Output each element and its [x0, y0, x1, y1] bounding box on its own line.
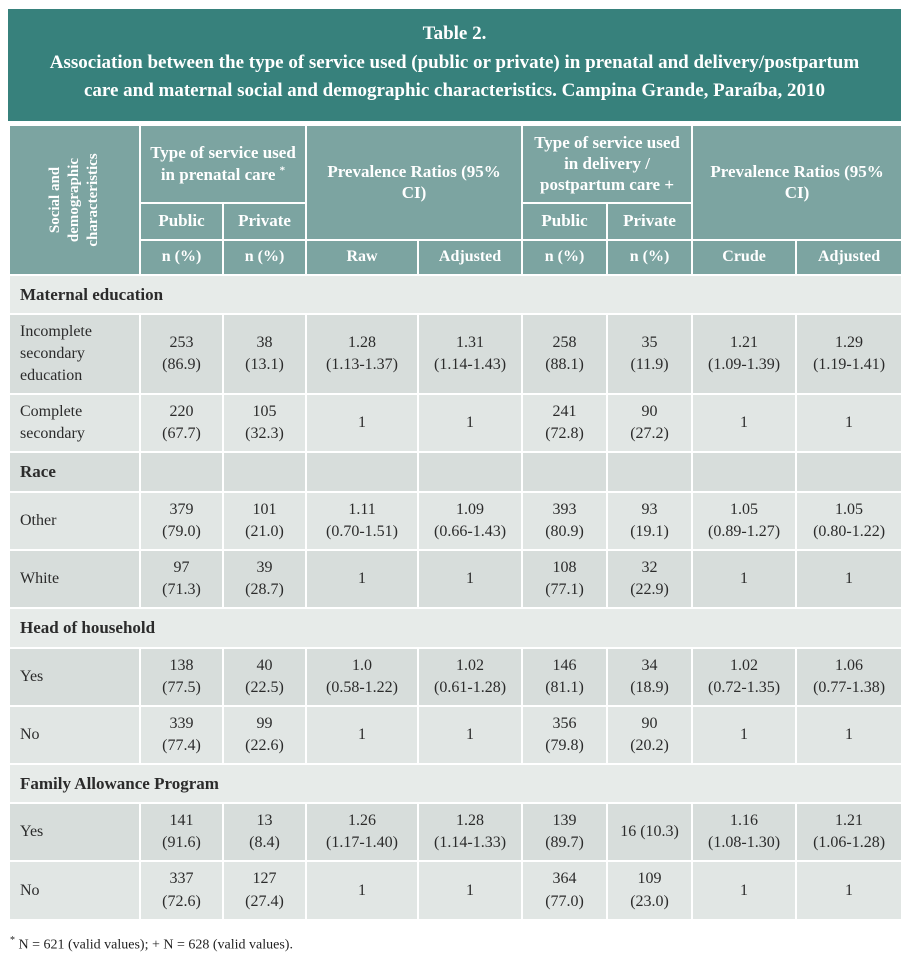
- section-title: Family Allowance Program: [9, 764, 902, 803]
- characteristics-vertical-label: Social and demographic characteristics: [46, 152, 102, 247]
- table-cell: 1: [418, 861, 522, 919]
- table-cell: 1.02 (0.61-1.28): [418, 648, 522, 706]
- table-row: [9, 803, 902, 861]
- empty-cell: [140, 452, 223, 491]
- table-cell: 1: [796, 394, 902, 452]
- table-cell: 1: [692, 550, 796, 608]
- section-title: Race: [9, 452, 140, 491]
- table-number: Table 2.: [422, 23, 487, 44]
- table-cell: 1.21 (1.09-1.39): [692, 314, 796, 394]
- empty-cell: [223, 452, 306, 491]
- section-header-row: [9, 764, 902, 803]
- empty-cell: [522, 452, 607, 491]
- table-cell: 1.28 (1.13-1.37): [306, 314, 418, 394]
- table-cell: 1: [692, 394, 796, 452]
- header-group-prevalence-delivery: Prevalence Ratios (95% CI): [692, 125, 902, 240]
- table-cell: 1.31 (1.14-1.43): [418, 314, 522, 394]
- section-header-row: [9, 275, 902, 314]
- header-prenatal-private: Private: [223, 203, 306, 240]
- footnote-marker: *: [10, 934, 15, 946]
- table-cell: 32 (22.9): [607, 550, 692, 608]
- table-cell: 339 (77.4): [140, 706, 223, 764]
- table-cell: 146 (81.1): [522, 648, 607, 706]
- table-cell: 34 (18.9): [607, 648, 692, 706]
- table-cell: 39 (28.7): [223, 550, 306, 608]
- table-row: [9, 550, 902, 608]
- table-cell: 1.29 (1.19-1.41): [796, 314, 902, 394]
- table-cell: 101 (21.0): [223, 492, 306, 550]
- table-row: [9, 706, 902, 764]
- table-cell: 90 (27.2): [607, 394, 692, 452]
- footnote-text: N = 621 (valid values); + N = 628 (valid values).: [15, 937, 293, 953]
- table-cell: 105 (32.3): [223, 394, 306, 452]
- table-cell: 1: [796, 706, 902, 764]
- header-group-prenatal: [140, 125, 306, 203]
- table-caption: Association between the type of service used (public or private) in prenatal and delivery/postpartum care and maternal social and demographic characteristics. Campina Grande, Paraíba, 2010: [49, 51, 860, 101]
- table-cell: 337 (72.6): [140, 861, 223, 919]
- header-col-crude: Crude: [692, 240, 796, 275]
- header-col-n2: n (%): [223, 240, 306, 275]
- table-cell: 90 (20.2): [607, 706, 692, 764]
- table-cell: 258 (88.1): [522, 314, 607, 394]
- table-cell: 93 (19.1): [607, 492, 692, 550]
- header-prenatal-public: Public: [140, 203, 223, 240]
- empty-cell: [418, 452, 522, 491]
- table-cell: 1.21 (1.06-1.28): [796, 803, 902, 861]
- header-group-prevalence-prenatal: Prevalence Ratios (95% CI): [306, 125, 522, 240]
- table-cell: 109 (23.0): [607, 861, 692, 919]
- header-characteristics: [9, 125, 140, 275]
- table-cell: 1: [306, 550, 418, 608]
- header-group-prenatal-label: Type of service used in prenatal care: [150, 143, 296, 184]
- table-cell: 364 (77.0): [522, 861, 607, 919]
- table-cell: 220 (67.7): [140, 394, 223, 452]
- table-cell: 97 (71.3): [140, 550, 223, 608]
- table-cell: 99 (22.6): [223, 706, 306, 764]
- table-title-band: [8, 9, 901, 121]
- results-table: [8, 124, 903, 921]
- table-body: [9, 275, 902, 920]
- empty-cell: [607, 452, 692, 491]
- table-cell: 1: [796, 550, 902, 608]
- section-title: Head of household: [9, 608, 902, 647]
- header-delivery-private: Private: [607, 203, 692, 240]
- table-cell: 1: [692, 706, 796, 764]
- table-cell: 1: [306, 706, 418, 764]
- table-cell: 1: [418, 394, 522, 452]
- table-cell: 1.06 (0.77-1.38): [796, 648, 902, 706]
- table-cell: 1.26 (1.17-1.40): [306, 803, 418, 861]
- row-label: Incomplete secondary education: [9, 314, 140, 394]
- table-cell: 40 (22.5): [223, 648, 306, 706]
- table-row: [9, 394, 902, 452]
- section-title: Maternal education: [9, 275, 902, 314]
- table-cell: 13 (8.4): [223, 803, 306, 861]
- section-header-row: [9, 608, 902, 647]
- table-header: [9, 125, 902, 275]
- row-label: Complete secondary: [9, 394, 140, 452]
- header-col-n4: n (%): [607, 240, 692, 275]
- table-cell: 356 (79.8): [522, 706, 607, 764]
- table-row: [9, 861, 902, 919]
- table-cell: 379 (79.0): [140, 492, 223, 550]
- header-col-adjusted1: Adjusted: [418, 240, 522, 275]
- table-row: [9, 314, 902, 394]
- row-label: No: [9, 861, 140, 919]
- table-cell: 141 (91.6): [140, 803, 223, 861]
- table-cell: 138 (77.5): [140, 648, 223, 706]
- table-cell: 1: [418, 550, 522, 608]
- table-cell: 1.09 (0.66-1.43): [418, 492, 522, 550]
- empty-cell: [796, 452, 902, 491]
- header-col-n3: n (%): [522, 240, 607, 275]
- table-cell: 241 (72.8): [522, 394, 607, 452]
- table-cell: 1: [306, 861, 418, 919]
- table-cell: 1.11 (0.70-1.51): [306, 492, 418, 550]
- table-cell: 127 (27.4): [223, 861, 306, 919]
- header-col-n1: n (%): [140, 240, 223, 275]
- table-cell: 1.05 (0.89-1.27): [692, 492, 796, 550]
- table-cell: 1: [692, 861, 796, 919]
- table-cell: 253 (86.9): [140, 314, 223, 394]
- empty-cell: [306, 452, 418, 491]
- table-footnote: [8, 935, 901, 954]
- prenatal-footnote-marker: *: [279, 163, 286, 176]
- row-label: Other: [9, 492, 140, 550]
- table-cell: 1: [796, 861, 902, 919]
- table-cell: 38 (13.1): [223, 314, 306, 394]
- table-cell: 1.02 (0.72-1.35): [692, 648, 796, 706]
- header-group-delivery: Type of service used in delivery / postpartum care +: [522, 125, 692, 203]
- header-col-adjusted2: Adjusted: [796, 240, 902, 275]
- row-label: Yes: [9, 648, 140, 706]
- table-cell: 1: [306, 394, 418, 452]
- empty-cell: [692, 452, 796, 491]
- table-cell: 139 (89.7): [522, 803, 607, 861]
- table-row: [9, 492, 902, 550]
- table-cell: 393 (80.9): [522, 492, 607, 550]
- table-cell: 1.16 (1.08-1.30): [692, 803, 796, 861]
- table-cell: 1.05 (0.80-1.22): [796, 492, 902, 550]
- row-label: Yes: [9, 803, 140, 861]
- section-header-row: [9, 452, 902, 491]
- header-col-raw: Raw: [306, 240, 418, 275]
- table-cell: 1.28 (1.14-1.33): [418, 803, 522, 861]
- table-cell: 108 (77.1): [522, 550, 607, 608]
- table-cell: 1.0 (0.58-1.22): [306, 648, 418, 706]
- table-cell: 1: [418, 706, 522, 764]
- row-label: No: [9, 706, 140, 764]
- table-row: [9, 648, 902, 706]
- row-label: White: [9, 550, 140, 608]
- header-delivery-public: Public: [522, 203, 607, 240]
- table-cell: 16 (10.3): [607, 803, 692, 861]
- table-cell: 35 (11.9): [607, 314, 692, 394]
